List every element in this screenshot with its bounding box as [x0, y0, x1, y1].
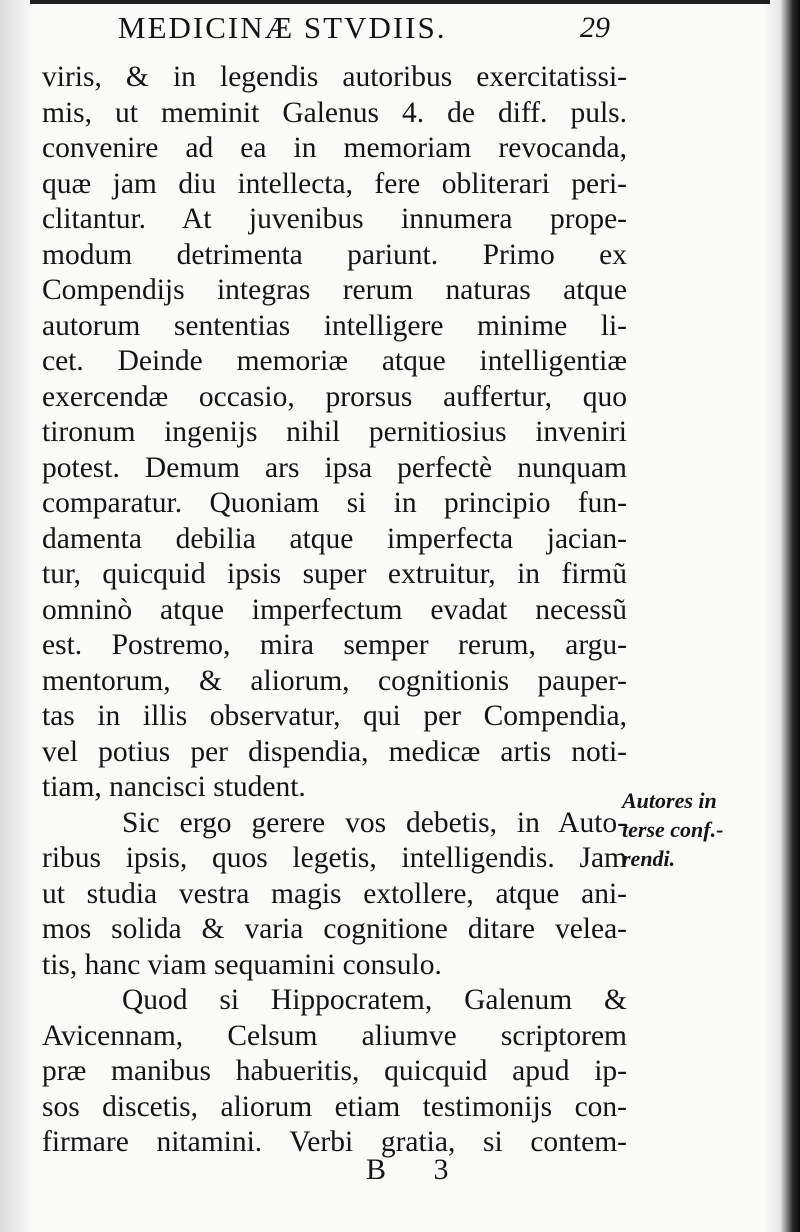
text-line: cet. Deinde memoriæ atque intelligentiæ [42, 345, 627, 377]
top-border [30, 0, 770, 4]
paragraph-3 [42, 983, 627, 1161]
marginal-note-line: Autores in [622, 788, 717, 813]
text-line: damenta debilia atque imperfecta jacian- [42, 522, 627, 555]
text-line: Avicennam, Celsum aliumve scriptorem [42, 1019, 627, 1052]
text-line: convenire ad ea in memoriam revocanda, [42, 132, 627, 164]
text-line: Compendijs integras rerum naturas atque [42, 274, 627, 306]
text-line: comparatur. Quoniam si in principio fun- [42, 487, 627, 519]
text-line: Sic ergo gerere vos debetis, in Auto- [122, 806, 627, 839]
text-line: tironum ingenijs nihil pernitiosius inveniri [42, 416, 627, 448]
paragraph-2 [42, 806, 627, 984]
text-line: viris, & in legendis autoribus exercitatissi- [42, 61, 627, 93]
text-line: præ manibus habueritis, quicquid apud ip- [42, 1055, 627, 1087]
text-line: tiam, nancisci student. [42, 771, 306, 803]
running-title: MEDICINÆ STVDIIS. [118, 10, 447, 45]
text-line: ribus ipsis, quos legetis, intelligendis. Jam [42, 842, 627, 874]
text-line: mentorum, & aliorum, cognitionis pauper- [42, 664, 627, 697]
paragraph-1 [42, 60, 627, 806]
page-gutter-shadow [0, 0, 34, 1232]
text-line: quæ jam diu intellecta, fere obliterari peri- [42, 167, 627, 200]
marginal-note [622, 786, 772, 873]
marginal-note-line: rendi. [622, 846, 676, 871]
text-line: clitantur. At juvenibus innumera prope- [42, 203, 627, 235]
body-text [42, 60, 627, 1161]
marginal-note-line: terse conf.- [622, 817, 724, 842]
signature-mark: B 3 [366, 1153, 469, 1186]
text-line: Quod si Hippocratem, Galenum & [122, 984, 627, 1016]
text-line: omninò atque imperfectum evadat necessũ [42, 593, 627, 626]
text-line: mos solida & varia cognitione ditare velea- [42, 913, 627, 945]
text-line: sos discetis, aliorum etiam testimonijs con- [42, 1090, 627, 1123]
text-line: modum detrimenta pariunt. Primo ex [42, 238, 627, 271]
text-line: tis, hanc viam sequamini consulo. [42, 948, 442, 981]
text-line: tas in illis observatur, qui per Compendia, [42, 700, 627, 732]
text-line: ut studia vestra magis extollere, atque ani- [42, 877, 627, 910]
text-line: exercendæ occasio, prorsus auffertur, quo [42, 380, 627, 413]
page-edge-shadow [764, 0, 800, 1232]
text-line: vel potius per dispendia, medicæ artis noti- [42, 735, 627, 768]
text-line: autorum sententias intelligere minime li- [42, 309, 627, 342]
text-line: est. Postremo, mira semper rerum, argu- [42, 629, 627, 661]
text-line: potest. Demum ars ipsa perfectè nunquam [42, 451, 627, 484]
page-number: 29 [580, 11, 610, 44]
text-line: firmare nitamini. Verbi gratia, si contem- [42, 1126, 627, 1158]
text-line: tur, quicquid ipsis super extruitur, in firmũ [42, 558, 627, 590]
text-line: mis, ut meminit Galenus 4. de diff. puls. [42, 96, 627, 129]
